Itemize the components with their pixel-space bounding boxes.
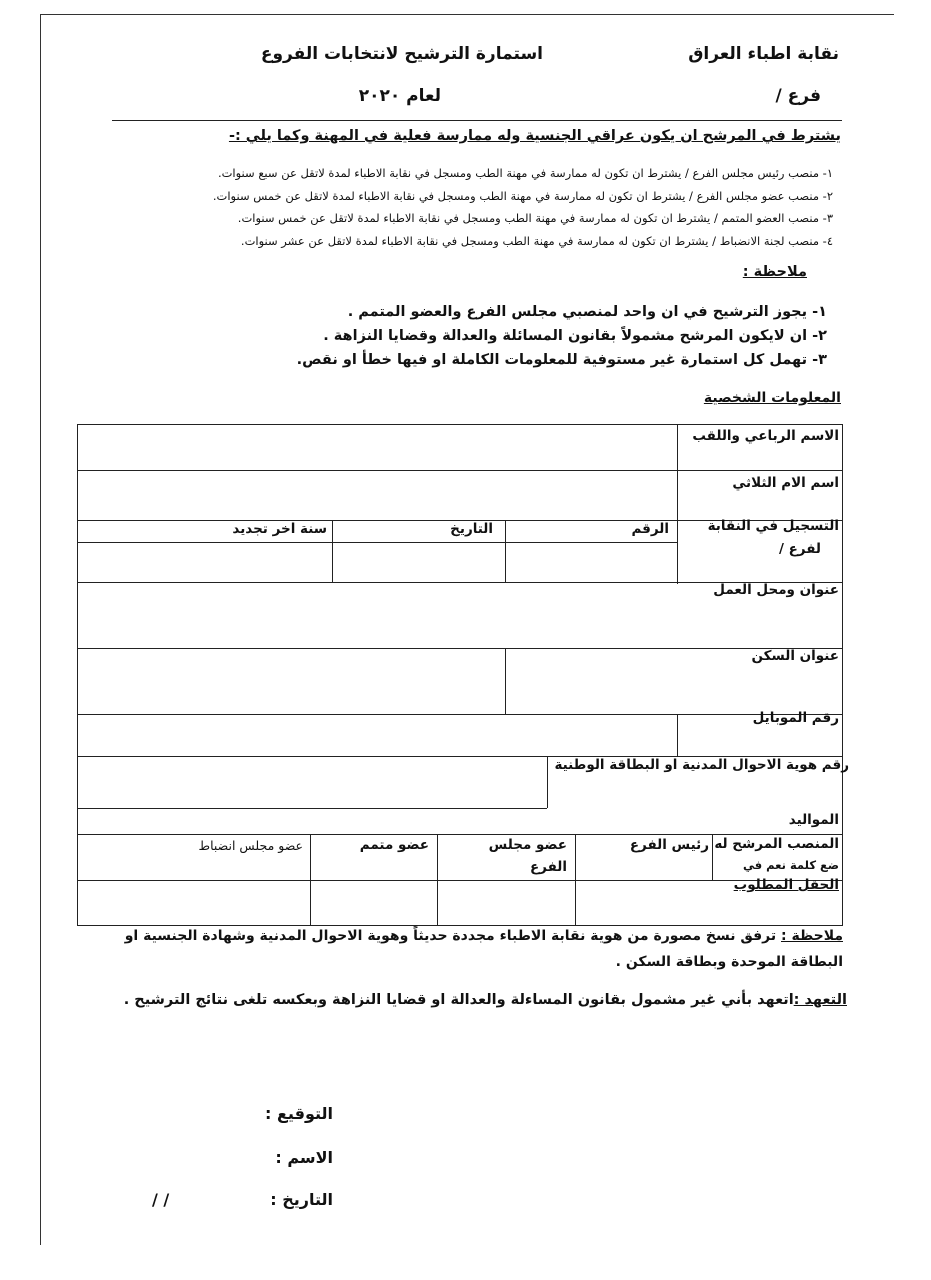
date-label: التاريخ : [270,1190,333,1209]
label-mobile: رقم الموبايل [752,710,839,726]
id-number-input[interactable] [78,757,546,807]
header-divider [112,120,842,121]
col-line [712,834,713,880]
last-renewal-input[interactable] [78,543,331,581]
option-branch-head: رئيس الفرع [629,837,709,853]
attachment-note-label: ملاحظة : [781,928,843,944]
label-id-number: رقم هوية الاحوال المدنية او البطاقة الوطنية [554,757,849,773]
birth-input[interactable] [78,809,546,833]
label-mother-name: اسم الام الثلاثي [732,475,839,491]
requirement-heading: يشترط في المرشح ان يكون عراقي الجنسية وله ممارسة فعلية في المهنة وكما يلي :- [228,128,841,144]
work-address-input[interactable] [78,583,676,647]
pledge-label: التعهد : [793,992,847,1008]
note-3: ٣- تهمل كل استمارة غير مستوفية للمعلومات الكاملة او فيها خطأ او نقص. [296,352,827,368]
attachment-note-text: ترفق نسخ مصورة من هوية نقابة الاطباء مجددة حديثاً وهوية الاحوال المدنية وشهادة الجنسية او [124,928,777,944]
note-2: ٢- ان لايكون المرشح مشمولاً بقانون المسائلة والعدالة وقضايا النزاهة . [323,328,827,344]
note-1: ١- يجوز الترشيح في ان واحد لمنصبي مجلس الفرع والعضو المتمم . [347,304,827,320]
label-full-name: الاسم الرباعي واللقب [692,428,839,444]
attachment-note [125,928,843,944]
signature-label: التوقيع : [265,1104,333,1123]
label-work-address: عنوان ومحل العمل [713,582,839,598]
home-address-input[interactable] [78,649,504,713]
label-position-1: المنصب المرشح له [714,836,839,852]
label-home-address: عنوان السكن [751,648,839,664]
form-border-bottom [77,925,843,926]
org-name: نقابة اطباء العراق [688,44,839,64]
notes-heading: ملاحظة : [742,264,807,280]
personal-info-heading: المعلومات الشخصية [703,390,841,406]
council-checkbox-field[interactable] [438,881,574,924]
option-council-member-2: الفرع [529,859,567,875]
requirement-1: ١- منصب رئيس مجلس الفرع / يشترط ان تكون له ممارسة في مهنة الطب ومسجل في نقابة الاطباء لمدة لاتقل عن سبع سنوات. [217,166,833,180]
requirement-4: ٤- منصب لجنة الانضباط / يشترط ان تكون له ممارسة في مهنة الطب ومسجل في نقابة الاطباء لمدة لاتقل عن عشر سنوات. [240,234,833,248]
branch-label: فرع / [775,86,821,106]
label-position-2: ضع كلمة نعم في [742,858,839,872]
pledge-text: اتعهد بأني غير مشمول بقانون المساءلة والعدالة او قضايا النزاهة وبعكسه تلغى نتائج الترشيح . [123,992,794,1008]
reg-date-input[interactable] [333,543,504,581]
form-title: استمارة الترشيح لانتخابات الفروع [260,44,543,64]
label-birth: المواليد [788,812,839,828]
date-input[interactable] [140,1188,260,1212]
col-line [677,714,678,756]
label-reg-date: التاريخ [450,521,493,537]
mobile-input[interactable] [78,715,676,755]
row-line [77,834,843,835]
full-name-input[interactable] [78,425,676,469]
label-registration-branch: لفرع / [778,541,821,557]
option-council-member: عضو مجلس [488,837,567,853]
year-label: لعام ٢٠٢٠ [358,86,441,106]
branch-head-checkbox-field[interactable] [576,881,711,924]
date-slashes: / / [152,1190,170,1209]
reg-number-input[interactable] [506,543,676,581]
label-registration: التسجيل في النقابة [707,518,839,534]
complement-checkbox-field[interactable] [311,881,436,924]
col-line [547,756,548,808]
label-last-renewal: سنة اخر تجديد [232,521,327,537]
name-input[interactable] [340,1146,590,1170]
option-complement-member: عضو متمم [359,837,429,853]
label-position-3: الحقل المطلوب [733,877,839,893]
option-discipline-member: عضو مجلس انضباط [198,838,303,853]
name-label: الاسم : [275,1148,333,1167]
col-line [505,648,506,714]
requirement-3: ٣- منصب العضو المتمم / يشترط ان تكون له ممارسة في مهنة الطب ومسجل في نقابة الاطباء لمدة لاتقل عن خمس سنوات. [237,211,833,225]
col-line [677,424,678,584]
discipline-checkbox-field[interactable] [78,881,309,924]
label-reg-number: الرقم [631,521,669,537]
form-border-right [842,424,843,925]
requirement-2: ٢- منصب عضو مجلس الفرع / يشترط ان تكون له ممارسة في مهنة الطب ومسجل في نقابة الاطباء لمدة لاتقل عن خمس سنوات. [212,189,833,203]
mother-name-input[interactable] [78,471,676,519]
pledge [124,992,847,1008]
signature-input[interactable] [340,1102,590,1126]
attachment-note-text-2: البطاقة الموحدة وبطاقة السكن . [615,954,843,970]
